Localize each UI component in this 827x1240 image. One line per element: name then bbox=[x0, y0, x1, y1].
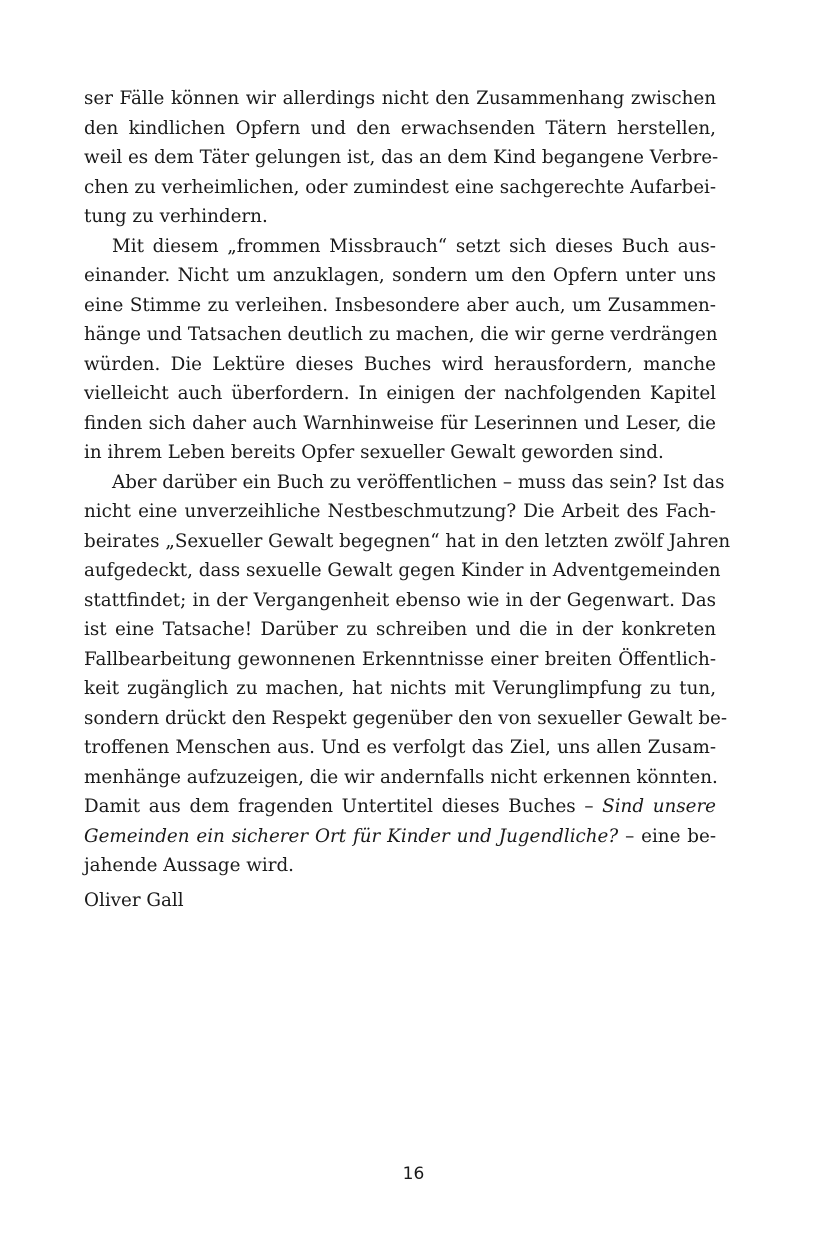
text-line: in ihrem Leben bereits Opfer sexueller Gewalt geworden sind. bbox=[84, 442, 664, 463]
text-line: ser Fälle können wir allerdings nicht den Zusammenhang zwischen bbox=[84, 88, 716, 109]
text-line: nicht eine unverzeihliche Nestbeschmutzung? Die Arbeit des Fach- bbox=[84, 501, 716, 522]
text-line: Fallbearbeitung gewonnenen Erkenntnisse einer breiten Öffentlich- bbox=[84, 648, 716, 670]
text-line bbox=[84, 822, 716, 852]
author-signature: Oliver Gall bbox=[84, 890, 184, 911]
text-line: Aber darüber ein Buch zu veröffentlichen – muss das sein? Ist das bbox=[112, 471, 725, 493]
text-line: keit zugänglich zu machen, hat nichts mit Verunglimpfung zu tun, bbox=[84, 678, 716, 699]
text-line: beirates „Sexueller Gewalt begegnen“ hat in den letzten zwölf Jahren bbox=[84, 530, 731, 552]
text-line: aufgedeckt, dass sexuelle Gewalt gegen Kinder in Adventgemeinden bbox=[84, 560, 721, 581]
text-line: würden. Die Lektüre dieses Buches wird herausfordern, manche bbox=[84, 353, 716, 375]
text-line: den kindlichen Opfern und den erwachsenden Tätern herstellen, bbox=[84, 117, 716, 139]
italic-subtitle: Gemeinden ein sicherer Ort für Kinder und Jugendliche? bbox=[84, 825, 619, 847]
text-line: ist eine Tatsache! Darüber zu schreiben und die in der konkreten bbox=[84, 619, 716, 640]
text-line: sondern drückt den Respekt gegenüber den von sexueller Gewalt be- bbox=[84, 707, 728, 729]
body-text bbox=[84, 84, 731, 881]
text-segment: – eine be- bbox=[618, 825, 716, 847]
text-line: chen zu verheimlichen, oder zumindest eine sachgerechte Aufarbei- bbox=[84, 176, 717, 198]
page-number: 16 bbox=[402, 1164, 425, 1184]
text-line bbox=[84, 792, 716, 822]
text-line: einander. Nicht um anzuklagen, sondern um den Opfern unter uns bbox=[84, 265, 716, 286]
text-line: tung zu verhindern. bbox=[84, 206, 268, 227]
text-line: weil es dem Täter gelungen ist, das an dem Kind begangene Verbre- bbox=[84, 147, 719, 168]
text-line: vielleicht auch überfordern. In einigen der nachfolgenden Kapitel bbox=[84, 383, 716, 404]
italic-subtitle: Sind unsere bbox=[602, 796, 716, 817]
text-line: hänge und Tatsachen deutlich zu machen, die wir gerne verdrängen bbox=[84, 324, 718, 345]
text-line: stattfindet; in der Vergangenheit ebenso wie in der Gegenwart. Das bbox=[84, 589, 716, 611]
text-line: troffenen Menschen aus. Und es verfolgt das Ziel, uns allen Zusam- bbox=[84, 737, 716, 758]
text-segment: Damit aus dem fragenden Untertitel dieses Buches – bbox=[84, 796, 603, 817]
text-line: menhänge aufzuzeigen, die wir andernfalls nicht erkennen könnten. bbox=[84, 766, 718, 788]
text-line: eine Stimme zu verleihen. Insbesondere aber auch, um Zusammen- bbox=[84, 294, 716, 316]
text-line: Mit diesem „frommen Missbrauch“ setzt sich dieses Buch aus- bbox=[112, 235, 716, 257]
text-line: jahende Aussage wird. bbox=[84, 855, 294, 876]
text-line: finden sich daher auch Warnhinweise für Leserinnen und Leser, die bbox=[84, 412, 716, 434]
